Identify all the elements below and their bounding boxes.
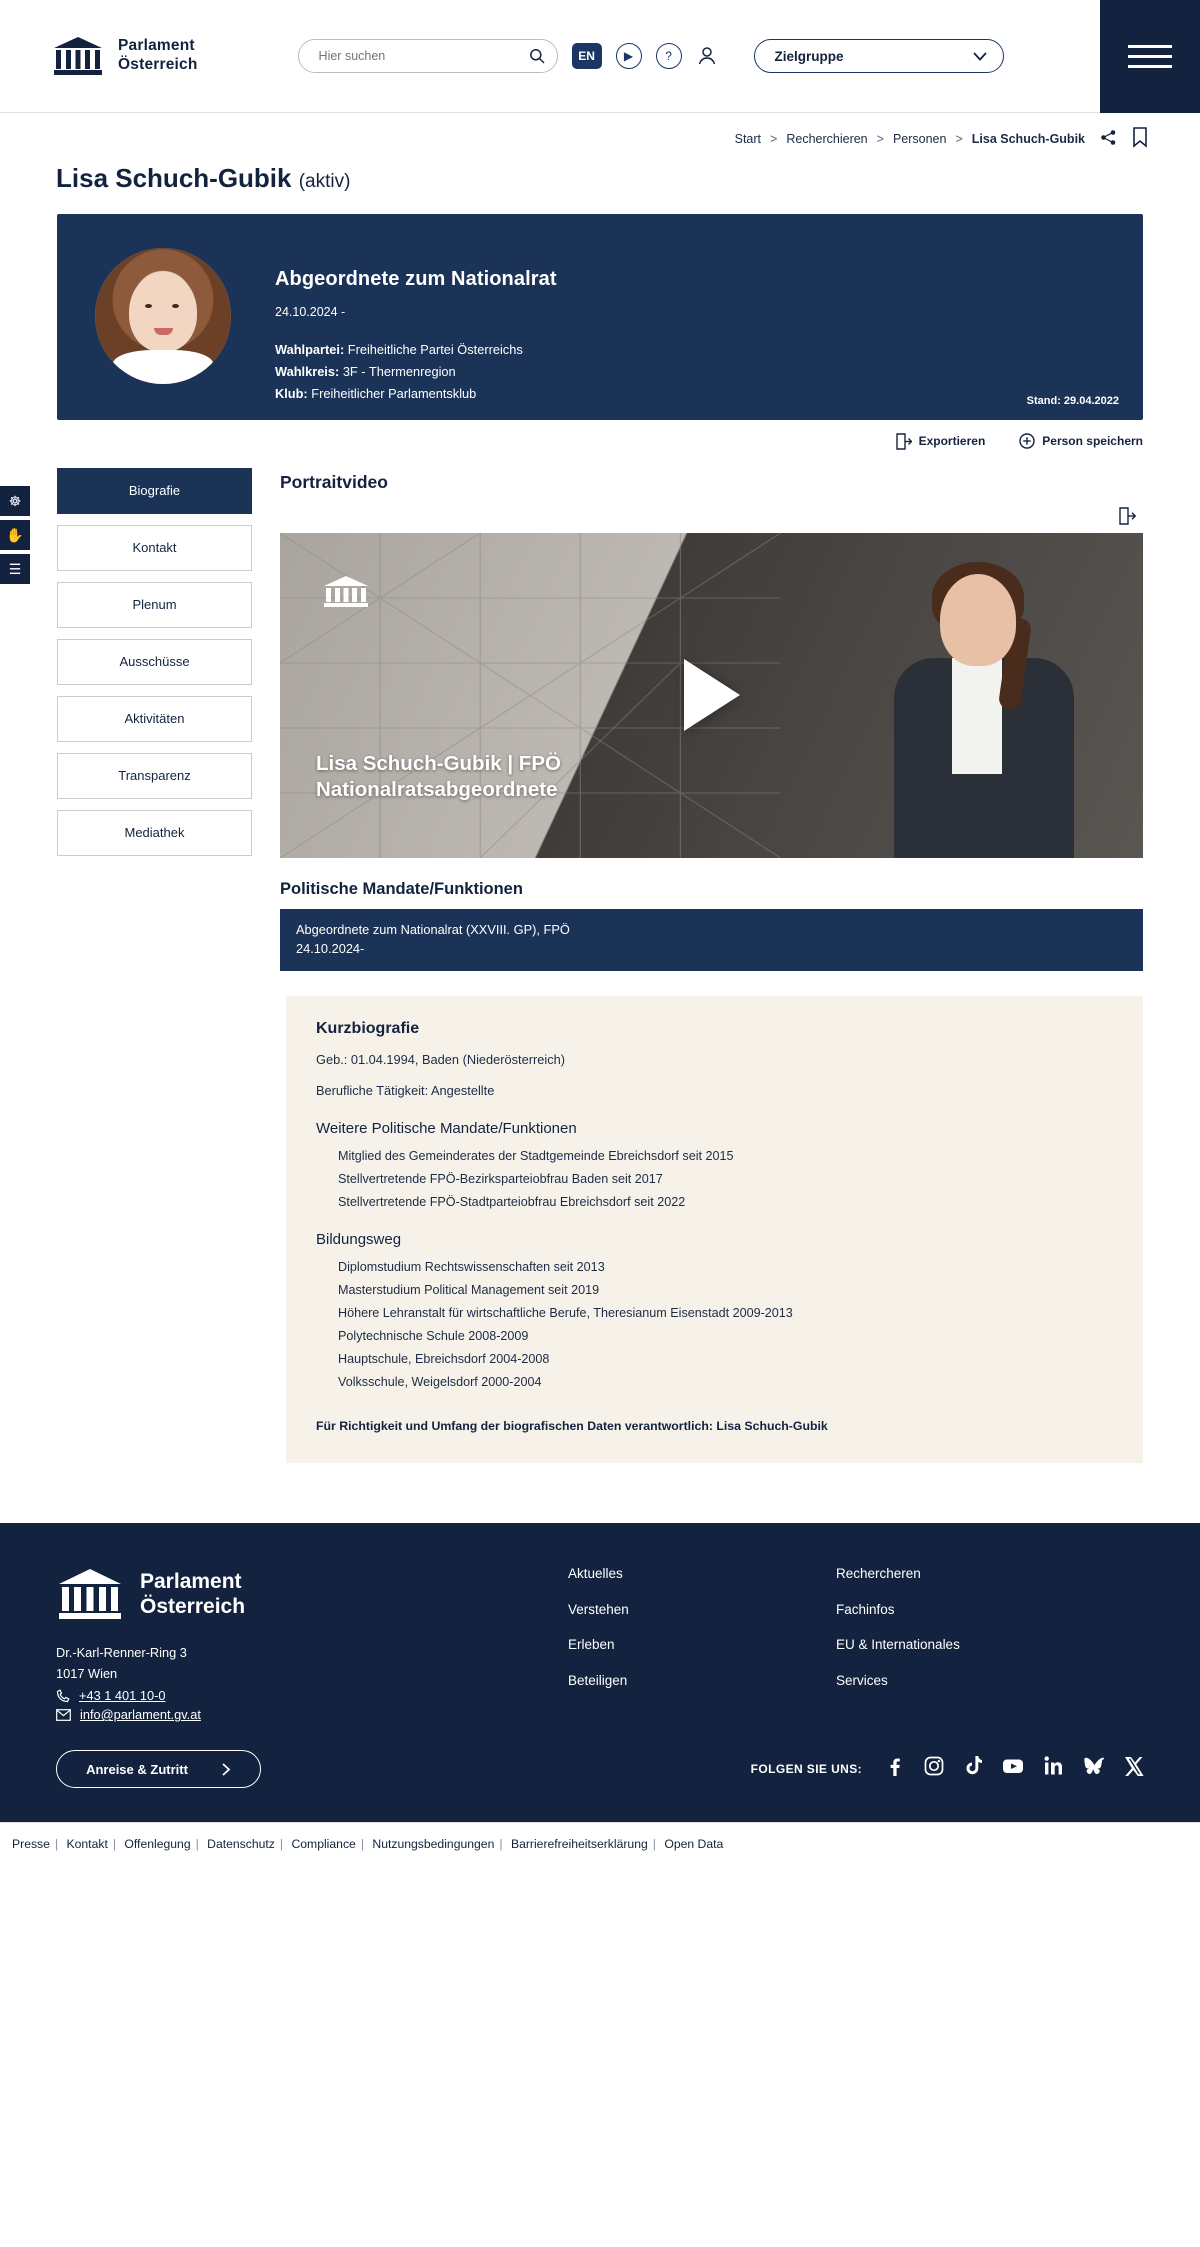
breadcrumb-current: Lisa Schuch-Gubik	[971, 132, 1085, 146]
footer-phone-link[interactable]: +43 1 401 10-0	[79, 1688, 166, 1704]
footer-logo-text	[140, 1569, 245, 1619]
search-box[interactable]	[298, 39, 558, 73]
person-name: Lisa Schuch-Gubik	[56, 163, 292, 193]
footer-email-link[interactable]: info@parlament.gv.at	[80, 1707, 201, 1723]
sidebar-item-label: Mediathek	[124, 825, 185, 841]
sidebar-item-plenum[interactable]	[57, 582, 252, 628]
breadcrumb-item-start[interactable]: Start	[734, 132, 762, 146]
kurzbiografie-born: Geb.: 01.04.1994, Baden (Niederösterreich)	[316, 1052, 565, 1068]
avatar-body	[113, 350, 213, 384]
site-header	[0, 0, 1200, 113]
subfooter-link-offenlegung[interactable]: Offenlegung	[124, 1837, 191, 1852]
anreise-button[interactable]	[56, 1750, 261, 1788]
help-icon[interactable]: ?	[656, 43, 682, 69]
kurzbiografie-heading: Kurzbiografie	[316, 1020, 420, 1038]
list-item: Diplomstudium Rechtswissenschaften seit 2013	[338, 1260, 605, 1275]
header-tools	[298, 39, 1004, 73]
linkedin-icon[interactable]	[1044, 1756, 1064, 1781]
export-icon	[1119, 507, 1136, 525]
logo-text	[118, 37, 198, 75]
subfooter-link-barrierefreiheitserklaerung[interactable]: Barrierefreiheitserklärung	[510, 1837, 648, 1852]
mandate-entry-date: 24.10.2024-	[296, 941, 365, 957]
video-person	[876, 558, 1091, 858]
parliament-logo-icon	[52, 35, 104, 77]
weitere-mandate-heading: Weitere Politische Mandate/Funktionen	[316, 1120, 577, 1138]
footer-nav-column-2	[836, 1567, 1036, 1788]
footer-nav-column-1	[568, 1567, 768, 1788]
parliament-logo-icon	[56, 1567, 124, 1621]
footer-email-row[interactable]	[56, 1707, 476, 1722]
subfooter-link-presse[interactable]: Presse	[12, 1837, 50, 1852]
subfooter-link-nutzungsbedingungen[interactable]: Nutzungsbedingungen	[372, 1837, 495, 1852]
site-footer-wrapper	[0, 1523, 1200, 1867]
mandate-heading: Politische Mandate/Funktionen	[280, 879, 523, 898]
breadcrumb	[0, 113, 1200, 153]
bluesky-icon[interactable]	[1084, 1757, 1105, 1781]
profile-klub-value: Freiheitlicher Parlamentsklub	[311, 386, 477, 402]
instagram-icon[interactable]	[924, 1756, 944, 1781]
profile-card	[57, 214, 1143, 420]
sidebar-item-biografie[interactable]	[57, 468, 252, 514]
kurzbiografie-occupation: Berufliche Tätigkeit: Angestellte	[316, 1083, 495, 1099]
portraitvideo-heading: Portraitvideo	[280, 471, 388, 492]
bildungsweg-list	[316, 1260, 1113, 1389]
tiktok-icon[interactable]	[964, 1756, 982, 1781]
footer-logo-line-2: Österreich	[140, 1595, 246, 1619]
profile-klub	[275, 384, 557, 404]
sidebar-item-mediathek[interactable]	[57, 810, 252, 856]
footer-logo[interactable]	[56, 1567, 476, 1621]
subfooter-link-kontakt[interactable]: Kontakt	[66, 1837, 108, 1852]
sidebar-item-transparenz[interactable]	[57, 753, 252, 799]
breadcrumb-item-personen[interactable]: Personen	[892, 132, 947, 146]
search-input[interactable]	[317, 48, 529, 64]
profile-wahlkreis	[275, 362, 557, 382]
mail-icon	[56, 1709, 71, 1721]
sidebar-item-label: Transparenz	[118, 768, 191, 784]
sidebar-item-ausschuesse[interactable]	[57, 639, 252, 685]
kurzbiografie-responsibility-note: Für Richtigkeit und Umfang der biografischen Daten verantwortlich: Lisa Schuch-Gubik	[316, 1419, 828, 1434]
list-item: Höhere Lehranstalt für wirtschaftliche Berufe, Theresianum Eisenstadt 2009-2013	[338, 1306, 793, 1321]
logo-line-1: Parlament	[118, 37, 195, 55]
footer-link-erleben[interactable]: Erleben	[568, 1637, 615, 1653]
subfooter-link-compliance[interactable]: Compliance	[291, 1837, 356, 1852]
breadcrumb-separator: >	[770, 132, 778, 146]
video-export-button[interactable]	[280, 507, 1136, 525]
breadcrumb-item-recherchieren[interactable]: Recherchieren	[786, 132, 868, 146]
video-person-head	[940, 574, 1016, 666]
language-toggle[interactable]	[572, 43, 602, 69]
footer-link-fachinfos[interactable]: Fachinfos	[836, 1601, 895, 1617]
weitere-mandate-list	[316, 1149, 1113, 1209]
facebook-icon[interactable]	[884, 1756, 904, 1781]
list-item: Mitglied des Gemeinderates der Stadtgemeinde Ebreichsdorf seit 2015	[338, 1149, 734, 1164]
share-icon[interactable]	[1100, 129, 1117, 149]
avatar-eye-left	[145, 304, 152, 308]
youtube-icon[interactable]	[1002, 1756, 1024, 1781]
avatar-face	[129, 272, 197, 352]
footer-logo-line-1: Parlament	[140, 1570, 242, 1594]
breadcrumb-separator: >	[955, 132, 963, 146]
footer-link-services[interactable]: Services	[836, 1672, 888, 1688]
footer-link-recherchieren[interactable]: Rechercheren	[836, 1566, 921, 1582]
list-item: Masterstudium Political Management seit 2019	[338, 1283, 600, 1298]
search-icon[interactable]	[529, 48, 545, 64]
anreise-label: Anreise & Zutritt	[86, 1761, 188, 1777]
kurzbiografie-box	[286, 996, 1143, 1463]
footer-left	[56, 1567, 476, 1788]
profile-wahlkreis-label: Wahlkreis:	[275, 364, 340, 380]
portrait-video-player[interactable]	[280, 533, 1143, 858]
user-account-icon[interactable]	[696, 45, 718, 67]
sidebar-item-label: Kontakt	[132, 540, 177, 556]
export-icon	[896, 433, 912, 450]
footer-phone-row[interactable]	[56, 1688, 476, 1703]
footer-link-aktuelles[interactable]: Aktuelles	[568, 1566, 623, 1582]
profile-wahlpartei	[275, 340, 557, 360]
profile-wahlpartei-value: Freiheitliche Partei Österreichs	[347, 342, 523, 358]
list-item: Volksschule, Weigelsdorf 2000-2004	[338, 1375, 542, 1390]
profile-wahlkreis-value: 3F - Thermenregion	[342, 364, 456, 380]
social-icons	[884, 1756, 1144, 1781]
export-label: Exportieren	[918, 434, 986, 449]
site-footer	[0, 1523, 1200, 1822]
footer-link-beteiligen[interactable]: Beteiligen	[568, 1672, 628, 1688]
footer-link-verstehen[interactable]: Verstehen	[568, 1601, 629, 1617]
zielgruppe-label: Zielgruppe	[774, 48, 844, 64]
export-button[interactable]	[896, 433, 986, 450]
avatar-eye-right	[172, 304, 179, 308]
list-item: Hauptschule, Ebreichsdorf 2004-2008	[338, 1352, 550, 1367]
sidebar-item-aktivitaeten[interactable]	[57, 696, 252, 742]
list-item: Stellvertretende FPÖ-Bezirksparteiobfrau Baden seit 2017	[338, 1172, 663, 1187]
social-media-bar	[751, 1756, 1144, 1781]
video-person-shirt	[952, 658, 1002, 774]
follow-label: FOLGEN SIE UNS:	[750, 1761, 862, 1776]
menu-bar-1	[1128, 45, 1172, 48]
chevron-right-icon	[222, 1763, 231, 1776]
sidebar-item-label: Aktivitäten	[124, 711, 185, 727]
footer-street: Dr.-Karl-Renner-Ring 3	[56, 1645, 187, 1661]
zielgruppe-dropdown[interactable]	[754, 39, 1004, 73]
site-logo[interactable]	[52, 35, 198, 77]
list-item: Polytechnische Schule 2008-2009	[338, 1329, 529, 1344]
x-twitter-icon[interactable]	[1125, 1757, 1144, 1781]
bookmark-icon[interactable]	[1132, 127, 1148, 151]
profile-klub-label: Klub:	[275, 386, 308, 402]
footer-link-eu-internationales[interactable]: EU & Internationales	[836, 1637, 960, 1653]
accessibility-toolbar[interactable]	[0, 486, 30, 588]
sign-language-icon[interactable]: ✋	[0, 520, 30, 550]
profile-role: Abgeordnete zum Nationalrat	[275, 268, 557, 290]
sub-footer: Presse | Kontakt | Offenlegung | Datenschutz | Compliance | Nutzungsbedingungen | Barrierefreiheitserklärung | Open Data	[0, 1822, 1200, 1867]
parliament-logo-icon	[322, 575, 370, 609]
profile-stand-date: Stand: 29.04.2022	[1026, 394, 1119, 407]
logo-line-2: Österreich	[118, 56, 198, 73]
breadcrumb-separator: >	[876, 132, 884, 146]
avatar	[95, 248, 231, 384]
mandate-entry	[280, 909, 1143, 971]
menu-bar-3	[1128, 65, 1172, 68]
menu-bar-2	[1128, 55, 1172, 58]
subfooter-link-open-data[interactable]: Open Data	[664, 1837, 724, 1852]
profile-actions	[0, 433, 1143, 450]
page-title	[56, 163, 1200, 194]
save-person-label: Person speichern	[1042, 434, 1143, 449]
sidebar-item-kontakt[interactable]	[57, 525, 252, 571]
play-button[interactable]	[684, 659, 740, 731]
footer-city: 1017 Wien	[56, 1665, 118, 1681]
subfooter-link-datenschutz[interactable]: Datenschutz	[207, 1837, 275, 1852]
list-item: Stellvertretende FPÖ-Stadtparteiobfrau Ebreichsdorf seit 2022	[338, 1195, 686, 1210]
language-label: EN	[578, 49, 595, 63]
sidebar-item-label: Biografie	[128, 483, 181, 499]
sidebar-item-label: Plenum	[132, 597, 177, 613]
easy-language-icon[interactable]: ☰	[0, 554, 30, 584]
video-caption	[316, 751, 561, 804]
bildungsweg-heading: Bildungsweg	[316, 1231, 402, 1249]
plus-circle-icon	[1019, 433, 1035, 449]
profile-wahlpartei-label: Wahlpartei:	[275, 342, 345, 358]
accessibility-icon[interactable]: ☸	[0, 486, 30, 516]
chevron-down-icon	[973, 52, 987, 61]
profile-details	[275, 242, 557, 406]
side-navigation	[57, 468, 252, 1463]
menu-button[interactable]	[1100, 0, 1200, 113]
mandate-entry-title: Abgeordnete zum Nationalrat (XXVIII. GP), FPÖ	[296, 921, 570, 937]
content-column	[280, 468, 1143, 1463]
sidebar-item-label: Ausschüsse	[119, 654, 190, 670]
video-caption-line-2: Nationalratsabgeordnete	[316, 778, 558, 802]
video-caption-line-1: Lisa Schuch-Gubik | FPÖ	[316, 751, 561, 775]
play-media-icon[interactable]: ▶	[616, 43, 642, 69]
profile-date-range: 24.10.2024 -	[275, 305, 346, 319]
person-status: (aktiv)	[298, 171, 351, 192]
phone-icon	[56, 1689, 70, 1703]
footer-address	[56, 1643, 476, 1684]
save-person-button[interactable]	[1019, 433, 1143, 449]
main-content	[0, 468, 1200, 1523]
